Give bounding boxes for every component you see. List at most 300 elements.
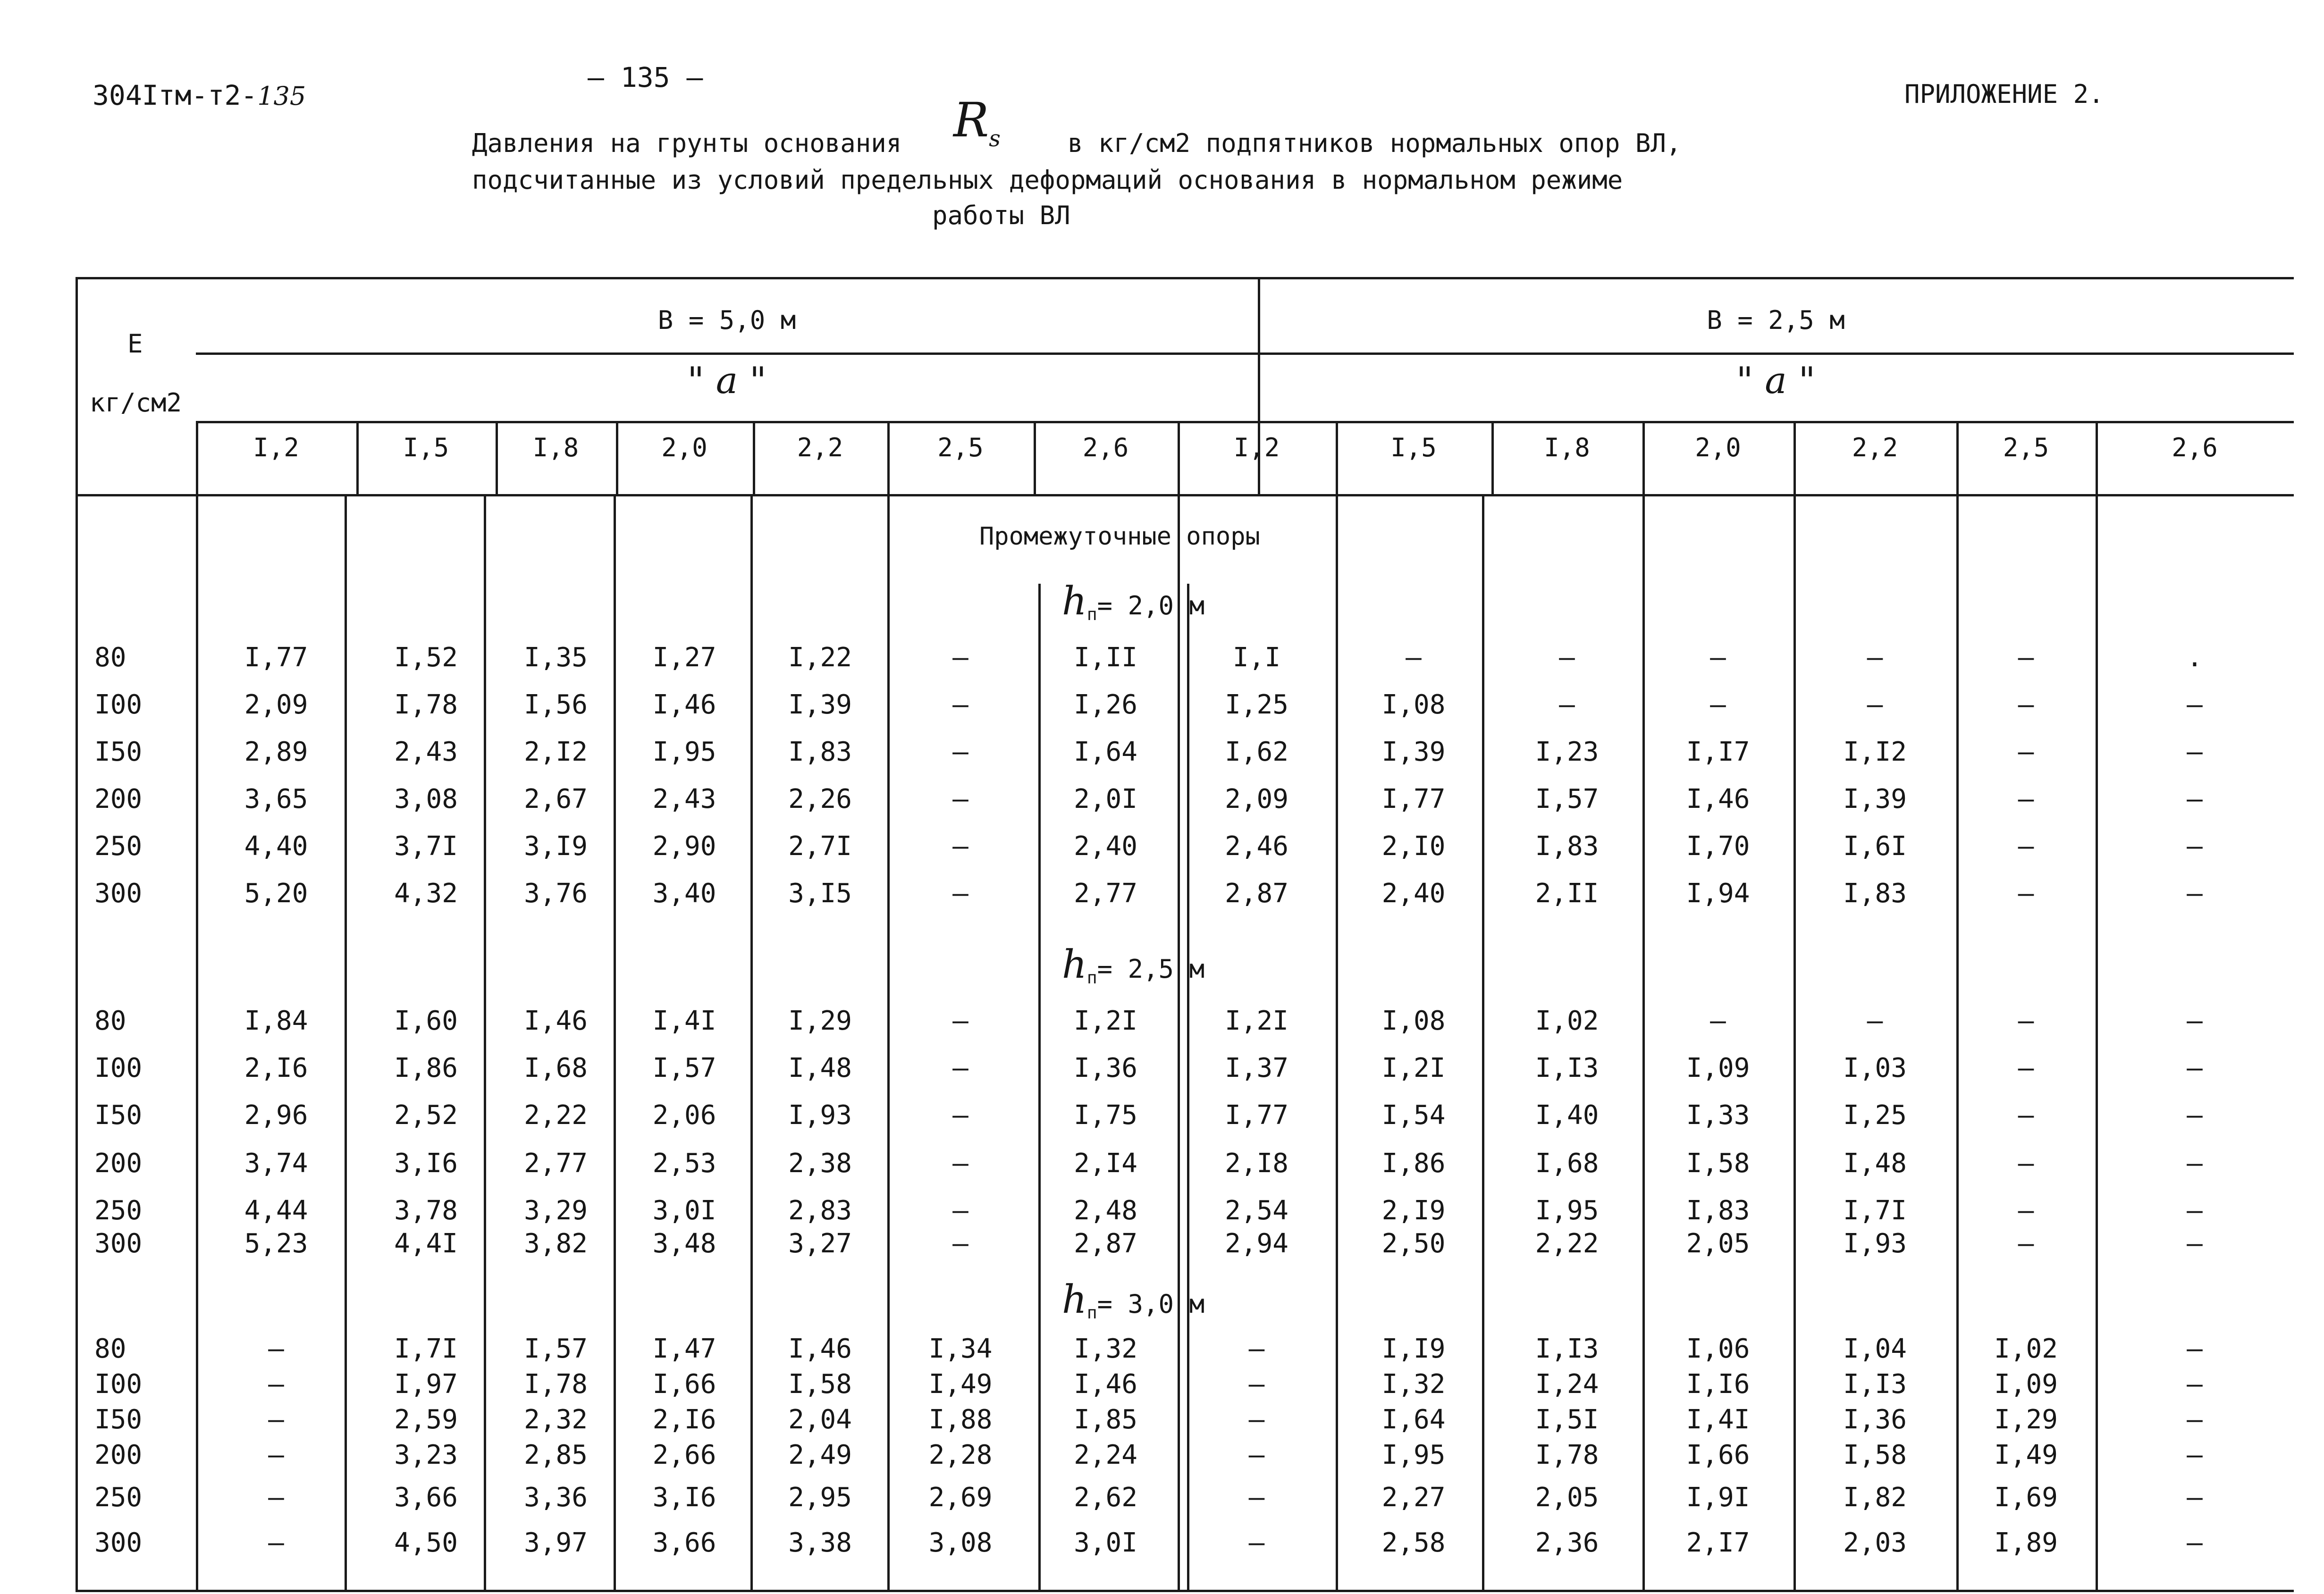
e-value: 200 bbox=[94, 1440, 143, 1470]
table-cell: I,75 bbox=[1074, 1100, 1137, 1131]
table-cell: 3,66 bbox=[394, 1482, 458, 1513]
table-cell: – bbox=[2018, 1006, 2034, 1036]
table-cell: – bbox=[2018, 1148, 2034, 1179]
table-cell: I,32 bbox=[1074, 1334, 1137, 1364]
table-cell: I,09 bbox=[1686, 1053, 1750, 1083]
a-value-4: 2,2 bbox=[797, 433, 843, 462]
a-value-7: I,2 bbox=[1233, 433, 1280, 462]
table-cell: I,7I bbox=[394, 1334, 458, 1364]
table-cell: I,2I bbox=[1074, 1006, 1137, 1036]
h-value: = 2,5 м bbox=[1097, 954, 1205, 984]
table-cell: – bbox=[268, 1334, 284, 1364]
table-cell: I,93 bbox=[1843, 1228, 1907, 1259]
table-cell: I,94 bbox=[1686, 878, 1750, 909]
table-cell: – bbox=[2018, 1195, 2034, 1226]
table-cell: I,37 bbox=[1225, 1053, 1288, 1083]
e-value: I00 bbox=[94, 1369, 143, 1400]
table-cell: – bbox=[952, 1006, 968, 1036]
table-cell: 2,95 bbox=[788, 1482, 852, 1513]
table-cell: 2,I2 bbox=[524, 737, 588, 767]
table-cell: I,7I bbox=[1843, 1195, 1907, 1226]
document-code-handwritten: 135 bbox=[257, 81, 306, 111]
table-cell: – bbox=[1248, 1404, 1265, 1435]
table-cell: I,64 bbox=[1381, 1404, 1446, 1435]
title-symbol-r: R bbox=[953, 92, 989, 148]
table-cell: – bbox=[952, 1228, 968, 1259]
table-row bbox=[76, 1227, 2294, 1260]
table-cell: 2,04 bbox=[788, 1404, 852, 1435]
document-code-text: 304Iтм-т2- bbox=[93, 79, 258, 111]
table-cell: 3,27 bbox=[788, 1228, 852, 1259]
table-cell: – bbox=[2187, 1148, 2203, 1179]
table-cell: 2,I7 bbox=[1686, 1527, 1750, 1558]
e-value: 300 bbox=[94, 1228, 143, 1259]
table-cell: I,4I bbox=[1686, 1404, 1750, 1435]
table-cell: – bbox=[952, 878, 968, 909]
e-value: 200 bbox=[94, 784, 143, 814]
table-cell: 2,43 bbox=[652, 784, 716, 814]
e-value: 250 bbox=[94, 1195, 143, 1226]
table-cell: I,93 bbox=[788, 1100, 852, 1131]
table-cell: I,82 bbox=[1843, 1482, 1907, 1513]
table-cell: – bbox=[2187, 1482, 2203, 1513]
table-cell: I,46 bbox=[1074, 1369, 1137, 1400]
table-cell: – bbox=[1710, 642, 1726, 673]
table-cell: I,77 bbox=[1225, 1100, 1288, 1131]
table-cell: – bbox=[2187, 784, 2203, 814]
table-cell: I,4I bbox=[652, 1006, 716, 1036]
title-line-1-start: Давления на грунты основания bbox=[472, 128, 902, 158]
table-cell: 2,43 bbox=[394, 737, 458, 767]
table-row bbox=[76, 1439, 2294, 1472]
table-cell: I,39 bbox=[788, 689, 852, 720]
table-cell: – bbox=[2187, 1100, 2203, 1131]
e-value: I00 bbox=[94, 1053, 143, 1083]
table-cell: I,34 bbox=[928, 1334, 993, 1364]
table-row bbox=[76, 1481, 2294, 1514]
table-row bbox=[76, 877, 2294, 910]
table-cell: 2,53 bbox=[652, 1148, 716, 1179]
table-cell: I,46 bbox=[524, 1006, 588, 1036]
table-cell: – bbox=[1559, 689, 1575, 720]
table-cell: – bbox=[2018, 1228, 2034, 1259]
e-value: 80 bbox=[94, 642, 126, 673]
table-cell: I,36 bbox=[1843, 1404, 1907, 1435]
table-left-border bbox=[76, 277, 78, 494]
h-symbol-subscript: п bbox=[1086, 968, 1097, 988]
table-cell: I,33 bbox=[1686, 1100, 1750, 1131]
table-cell: – bbox=[2187, 1369, 2203, 1400]
table-cell: – bbox=[1248, 1369, 1265, 1400]
table-cell: – bbox=[2187, 1334, 2203, 1364]
table-cell: 3,97 bbox=[524, 1527, 588, 1558]
table-cell: I,68 bbox=[524, 1053, 588, 1083]
table-cell: 3,I6 bbox=[652, 1482, 716, 1513]
table-row bbox=[76, 1099, 2294, 1132]
h-symbol: h bbox=[1062, 579, 1087, 624]
table-cell: 2,96 bbox=[244, 1100, 308, 1131]
table-cell: 2,40 bbox=[1074, 831, 1137, 862]
table-cell: 2,03 bbox=[1843, 1527, 1907, 1558]
e-unit-header: кг/см2 bbox=[90, 388, 182, 418]
table-cell: I,24 bbox=[1535, 1369, 1599, 1400]
table-cell: – bbox=[2018, 642, 2034, 673]
table-cell: I,68 bbox=[1535, 1148, 1599, 1179]
table-cell: I,08 bbox=[1381, 689, 1446, 720]
table-cell: – bbox=[2018, 689, 2034, 720]
table-cell: I,66 bbox=[1686, 1440, 1750, 1470]
table-cell: I,54 bbox=[1381, 1100, 1446, 1131]
table-cell: I,49 bbox=[1994, 1440, 2058, 1470]
table-cell: – bbox=[2187, 831, 2203, 862]
section-h-label-1 bbox=[1062, 942, 1204, 988]
e-value: I00 bbox=[94, 689, 143, 720]
table-cell: 3,0I bbox=[1074, 1527, 1137, 1558]
title-line-2: подсчитанные из условий предельных деформаций основания в нормальном режиме bbox=[472, 165, 1623, 195]
table-cell: 2,40 bbox=[1381, 878, 1446, 909]
table-cell: I,29 bbox=[1994, 1404, 2058, 1435]
a-value-10: 2,0 bbox=[1695, 433, 1741, 462]
table-cell: I,88 bbox=[928, 1404, 993, 1435]
table-cell: 2,48 bbox=[1074, 1195, 1137, 1226]
table-cell: I,25 bbox=[1225, 689, 1288, 720]
table-cell: 2,36 bbox=[1535, 1527, 1599, 1558]
table-cell: I,47 bbox=[652, 1334, 716, 1364]
table-cell: 4,40 bbox=[244, 831, 308, 862]
table-cell: 2,06 bbox=[652, 1100, 716, 1131]
table-cell: 2,32 bbox=[524, 1404, 588, 1435]
table-cell: 2,49 bbox=[788, 1440, 852, 1470]
table-row bbox=[76, 1194, 2294, 1227]
table-cell: – bbox=[2018, 1100, 2034, 1131]
group-header-divider bbox=[196, 352, 2294, 355]
table-cell: 2,22 bbox=[524, 1100, 588, 1131]
table-cell: – bbox=[952, 1195, 968, 1226]
table-cell: I,40 bbox=[1535, 1100, 1599, 1131]
a-value-5: 2,5 bbox=[937, 433, 984, 462]
e-value: I50 bbox=[94, 1100, 143, 1131]
table-cell: – bbox=[1559, 642, 1575, 673]
table-cell: I,66 bbox=[652, 1369, 716, 1400]
a-header-b5: " a " bbox=[687, 360, 766, 402]
table-row bbox=[76, 830, 2294, 863]
a-value-9: I,8 bbox=[1544, 433, 1590, 462]
table-cell: I,97 bbox=[394, 1369, 458, 1400]
table-cell: I,56 bbox=[524, 689, 588, 720]
table-cell: I,52 bbox=[394, 642, 458, 673]
table-cell: I,46 bbox=[1686, 784, 1750, 814]
table-cell: I,08 bbox=[1381, 1006, 1446, 1036]
title-line-3: работы ВЛ bbox=[932, 201, 1070, 230]
table-cell: I,86 bbox=[394, 1053, 458, 1083]
section-h-label-2 bbox=[1062, 1277, 1204, 1323]
table-cell: – bbox=[952, 1053, 968, 1083]
table-row bbox=[76, 1333, 2294, 1366]
table-cell: – bbox=[268, 1482, 284, 1513]
table-cell: 3,40 bbox=[652, 878, 716, 909]
table-cell: 4,50 bbox=[394, 1527, 458, 1558]
table-cell: 2,09 bbox=[244, 689, 308, 720]
table-cell: I,26 bbox=[1074, 689, 1137, 720]
table-row bbox=[76, 783, 2294, 816]
table-cell: 5,23 bbox=[244, 1228, 308, 1259]
group-header-b5: B = 5,0 м bbox=[657, 305, 796, 335]
table-cell: I,57 bbox=[1535, 784, 1599, 814]
appendix-label: ПРИЛОЖЕНИЕ 2. bbox=[1904, 79, 2104, 109]
table-cell: 2,I0 bbox=[1381, 831, 1446, 862]
h-value: = 3,0 м bbox=[1097, 1289, 1205, 1319]
table-cell: 3,08 bbox=[394, 784, 458, 814]
table-cell: I,83 bbox=[1535, 831, 1599, 862]
a-header-divider bbox=[196, 421, 2294, 423]
table-cell: 2,I4 bbox=[1074, 1148, 1137, 1179]
table-cell: 3,08 bbox=[928, 1527, 993, 1558]
table-cell: – bbox=[1867, 689, 1883, 720]
table-cell: 2,77 bbox=[524, 1148, 588, 1179]
table-cell: I,95 bbox=[1381, 1440, 1446, 1470]
table-cell: – bbox=[268, 1369, 284, 1400]
table-cell: I,I9 bbox=[1381, 1334, 1446, 1364]
a-value-2: I,8 bbox=[532, 433, 579, 462]
table-cell: I,32 bbox=[1381, 1369, 1446, 1400]
table-cell: 3,48 bbox=[652, 1228, 716, 1259]
table-cell: I,09 bbox=[1994, 1369, 2058, 1400]
table-row bbox=[76, 1527, 2294, 1560]
table-cell: I,02 bbox=[1535, 1006, 1599, 1036]
table-cell: I,46 bbox=[788, 1334, 852, 1364]
table-cell: – bbox=[1248, 1527, 1265, 1558]
table-cell: 2,90 bbox=[652, 831, 716, 862]
table-cell: 3,23 bbox=[394, 1440, 458, 1470]
table-cell: – bbox=[1867, 642, 1883, 673]
table-cell: I,36 bbox=[1074, 1053, 1137, 1083]
table-row bbox=[76, 1052, 2294, 1085]
table-cell: 2,85 bbox=[524, 1440, 588, 1470]
table-row bbox=[76, 1005, 2294, 1038]
e-value: 80 bbox=[94, 1006, 126, 1036]
a-header-b25: " a " bbox=[1736, 360, 1816, 402]
table-cell: 2,62 bbox=[1074, 1482, 1137, 1513]
table-cell: – bbox=[2187, 1527, 2203, 1558]
table-cell: 2,46 bbox=[1225, 831, 1288, 862]
table-cell: – bbox=[2187, 1006, 2203, 1036]
table-cell: 2,0I bbox=[1074, 784, 1137, 814]
table-cell: I,83 bbox=[1843, 878, 1907, 909]
table-cell: 2,67 bbox=[524, 784, 588, 814]
table-cell: I,85 bbox=[1074, 1404, 1137, 1435]
table-cell: I,22 bbox=[788, 642, 852, 673]
table-cell: – bbox=[268, 1404, 284, 1435]
a-value-12: 2,5 bbox=[2003, 433, 2049, 462]
table-cell: I,62 bbox=[1225, 737, 1288, 767]
table-cell: – bbox=[952, 689, 968, 720]
table-cell: – bbox=[1406, 642, 1422, 673]
table-cell: 4,4I bbox=[394, 1228, 458, 1259]
table-cell: 3,I5 bbox=[788, 878, 852, 909]
table-cell: 4,32 bbox=[394, 878, 458, 909]
table-cell: I,77 bbox=[1381, 784, 1446, 814]
table-cell: I,2I bbox=[1225, 1006, 1288, 1036]
table-cell: 3,82 bbox=[524, 1228, 588, 1259]
table-cell: 2,09 bbox=[1225, 784, 1288, 814]
table-cell: 2,66 bbox=[652, 1440, 716, 1470]
table-cell: 2,I8 bbox=[1225, 1148, 1288, 1179]
table-cell: 2,05 bbox=[1535, 1482, 1599, 1513]
e-value: I50 bbox=[94, 737, 143, 767]
table-cell: 3,0I bbox=[652, 1195, 716, 1226]
a-value-0: I,2 bbox=[253, 433, 299, 462]
table-cell: 3,76 bbox=[524, 878, 588, 909]
e-value: 250 bbox=[94, 831, 143, 862]
h-symbol: h bbox=[1062, 942, 1087, 987]
table-cell: 3,74 bbox=[244, 1148, 308, 1179]
table-cell: – bbox=[2187, 1404, 2203, 1435]
a-value-8: I,5 bbox=[1390, 433, 1437, 462]
table-cell: I,77 bbox=[244, 642, 308, 673]
table-cell: I,60 bbox=[394, 1006, 458, 1036]
table-cell: 3,78 bbox=[394, 1195, 458, 1226]
table-cell: 5,20 bbox=[244, 878, 308, 909]
document-code bbox=[93, 79, 306, 111]
table-cell: I,02 bbox=[1994, 1334, 2058, 1364]
table-cell: 2,I6 bbox=[244, 1053, 308, 1083]
table-cell: 2,38 bbox=[788, 1148, 852, 1179]
table-cell: I,89 bbox=[1994, 1527, 2058, 1558]
table-cell: I,27 bbox=[652, 642, 716, 673]
table-cell: I,35 bbox=[524, 642, 588, 673]
a-value-13: 2,6 bbox=[2172, 433, 2218, 462]
table-cell: I,78 bbox=[1535, 1440, 1599, 1470]
table-cell: 2,I9 bbox=[1381, 1195, 1446, 1226]
table-cell: 2,I6 bbox=[652, 1404, 716, 1435]
table-cell: I,5I bbox=[1535, 1404, 1599, 1435]
table-cell: I,25 bbox=[1843, 1100, 1907, 1131]
page-number: — 135 — bbox=[588, 61, 703, 93]
table-cell: I,6I bbox=[1843, 831, 1907, 862]
table-cell: I,39 bbox=[1843, 784, 1907, 814]
table-cell: – bbox=[268, 1440, 284, 1470]
table-cell: – bbox=[2018, 878, 2034, 909]
h-symbol: h bbox=[1062, 1277, 1087, 1322]
table-bottom-border bbox=[76, 1590, 2294, 1592]
a-value-6: 2,6 bbox=[1082, 433, 1129, 462]
table-cell: 2,87 bbox=[1074, 1228, 1137, 1259]
table-cell: I,86 bbox=[1381, 1148, 1446, 1179]
title-symbol-subscript: s bbox=[989, 126, 1001, 152]
table-cell: 3,36 bbox=[524, 1482, 588, 1513]
title-symbol bbox=[953, 92, 1001, 152]
table-cell: I,58 bbox=[788, 1369, 852, 1400]
table-cell: 2,58 bbox=[1381, 1527, 1446, 1558]
h-symbol-subscript: п bbox=[1086, 604, 1097, 624]
e-value: 250 bbox=[94, 1482, 143, 1513]
a-value-1: I,5 bbox=[403, 433, 449, 462]
table-cell: I,I3 bbox=[1535, 1053, 1599, 1083]
table-cell: – bbox=[2187, 1053, 2203, 1083]
table-cell: – bbox=[1248, 1334, 1265, 1364]
table-cell: I,23 bbox=[1535, 737, 1599, 767]
table-row bbox=[76, 736, 2294, 769]
e-column-header: E bbox=[127, 329, 143, 359]
table-cell: 2,89 bbox=[244, 737, 308, 767]
e-value: 80 bbox=[94, 1334, 126, 1364]
table-cell: I,I6 bbox=[1686, 1369, 1750, 1400]
table-cell: 2,26 bbox=[788, 784, 852, 814]
table-cell: I,78 bbox=[394, 689, 458, 720]
table-cell: I,70 bbox=[1686, 831, 1750, 862]
table-cell: 3,29 bbox=[524, 1195, 588, 1226]
table-cell: I,83 bbox=[1686, 1195, 1750, 1226]
table-cell: – bbox=[268, 1527, 284, 1558]
table-cell: I,78 bbox=[524, 1369, 588, 1400]
table-cell: 3,I9 bbox=[524, 831, 588, 862]
table-cell: – bbox=[952, 784, 968, 814]
table-cell: . bbox=[2187, 642, 2203, 673]
table-cell: – bbox=[2187, 1440, 2203, 1470]
table-cell: – bbox=[1248, 1482, 1265, 1513]
e-value: 300 bbox=[94, 1527, 143, 1558]
table-row bbox=[76, 1403, 2294, 1436]
table-cell: I,57 bbox=[652, 1053, 716, 1083]
table-cell: I,2I bbox=[1381, 1053, 1446, 1083]
e-value: I50 bbox=[94, 1404, 143, 1435]
table-cell: – bbox=[2018, 784, 2034, 814]
table-cell: 2,22 bbox=[1535, 1228, 1599, 1259]
a-value-3: 2,0 bbox=[661, 433, 707, 462]
a-value-11: 2,2 bbox=[1852, 433, 1898, 462]
table-cell: 2,83 bbox=[788, 1195, 852, 1226]
table-cell: I,64 bbox=[1074, 737, 1137, 767]
table-cell: I,69 bbox=[1994, 1482, 2058, 1513]
table-row bbox=[76, 1368, 2294, 1401]
table-cell: I,58 bbox=[1686, 1148, 1750, 1179]
table-cell: 2,77 bbox=[1074, 878, 1137, 909]
table-cell: I,04 bbox=[1843, 1334, 1907, 1364]
table-cell: I,I bbox=[1232, 642, 1281, 673]
table-cell: 2,69 bbox=[928, 1482, 993, 1513]
table-cell: I,48 bbox=[788, 1053, 852, 1083]
table-cell: 2,50 bbox=[1381, 1228, 1446, 1259]
table-cell: – bbox=[952, 831, 968, 862]
table-cell: I,46 bbox=[652, 689, 716, 720]
table-cell: I,I3 bbox=[1843, 1369, 1907, 1400]
table-cell: – bbox=[2018, 1053, 2034, 1083]
table-cell: – bbox=[1710, 1006, 1726, 1036]
table-cell: I,I2 bbox=[1843, 737, 1907, 767]
table-cell: 2,94 bbox=[1225, 1228, 1288, 1259]
table-cell: – bbox=[2018, 737, 2034, 767]
pressure-table bbox=[76, 277, 2294, 1593]
table-cell: I,57 bbox=[524, 1334, 588, 1364]
section-title: Промежуточные опоры bbox=[979, 522, 1260, 551]
table-cell: 2,59 bbox=[394, 1404, 458, 1435]
table-cell: – bbox=[1710, 689, 1726, 720]
h-value: = 2,0 м bbox=[1097, 591, 1205, 621]
e-value: 200 bbox=[94, 1148, 143, 1179]
header-bottom-border bbox=[76, 494, 2294, 496]
table-cell: 2,7I bbox=[788, 831, 852, 862]
table-cell: I,06 bbox=[1686, 1334, 1750, 1364]
table-cell: – bbox=[2187, 1228, 2203, 1259]
table-cell: 2,24 bbox=[1074, 1440, 1137, 1470]
table-cell: 3,7I bbox=[394, 831, 458, 862]
table-cell: – bbox=[2018, 831, 2034, 862]
table-cell: 3,65 bbox=[244, 784, 308, 814]
table-cell: 2,05 bbox=[1686, 1228, 1750, 1259]
group-header-b25: B = 2,5 м bbox=[1707, 305, 1845, 335]
table-cell: 3,66 bbox=[652, 1527, 716, 1558]
table-cell: I,I7 bbox=[1686, 737, 1750, 767]
